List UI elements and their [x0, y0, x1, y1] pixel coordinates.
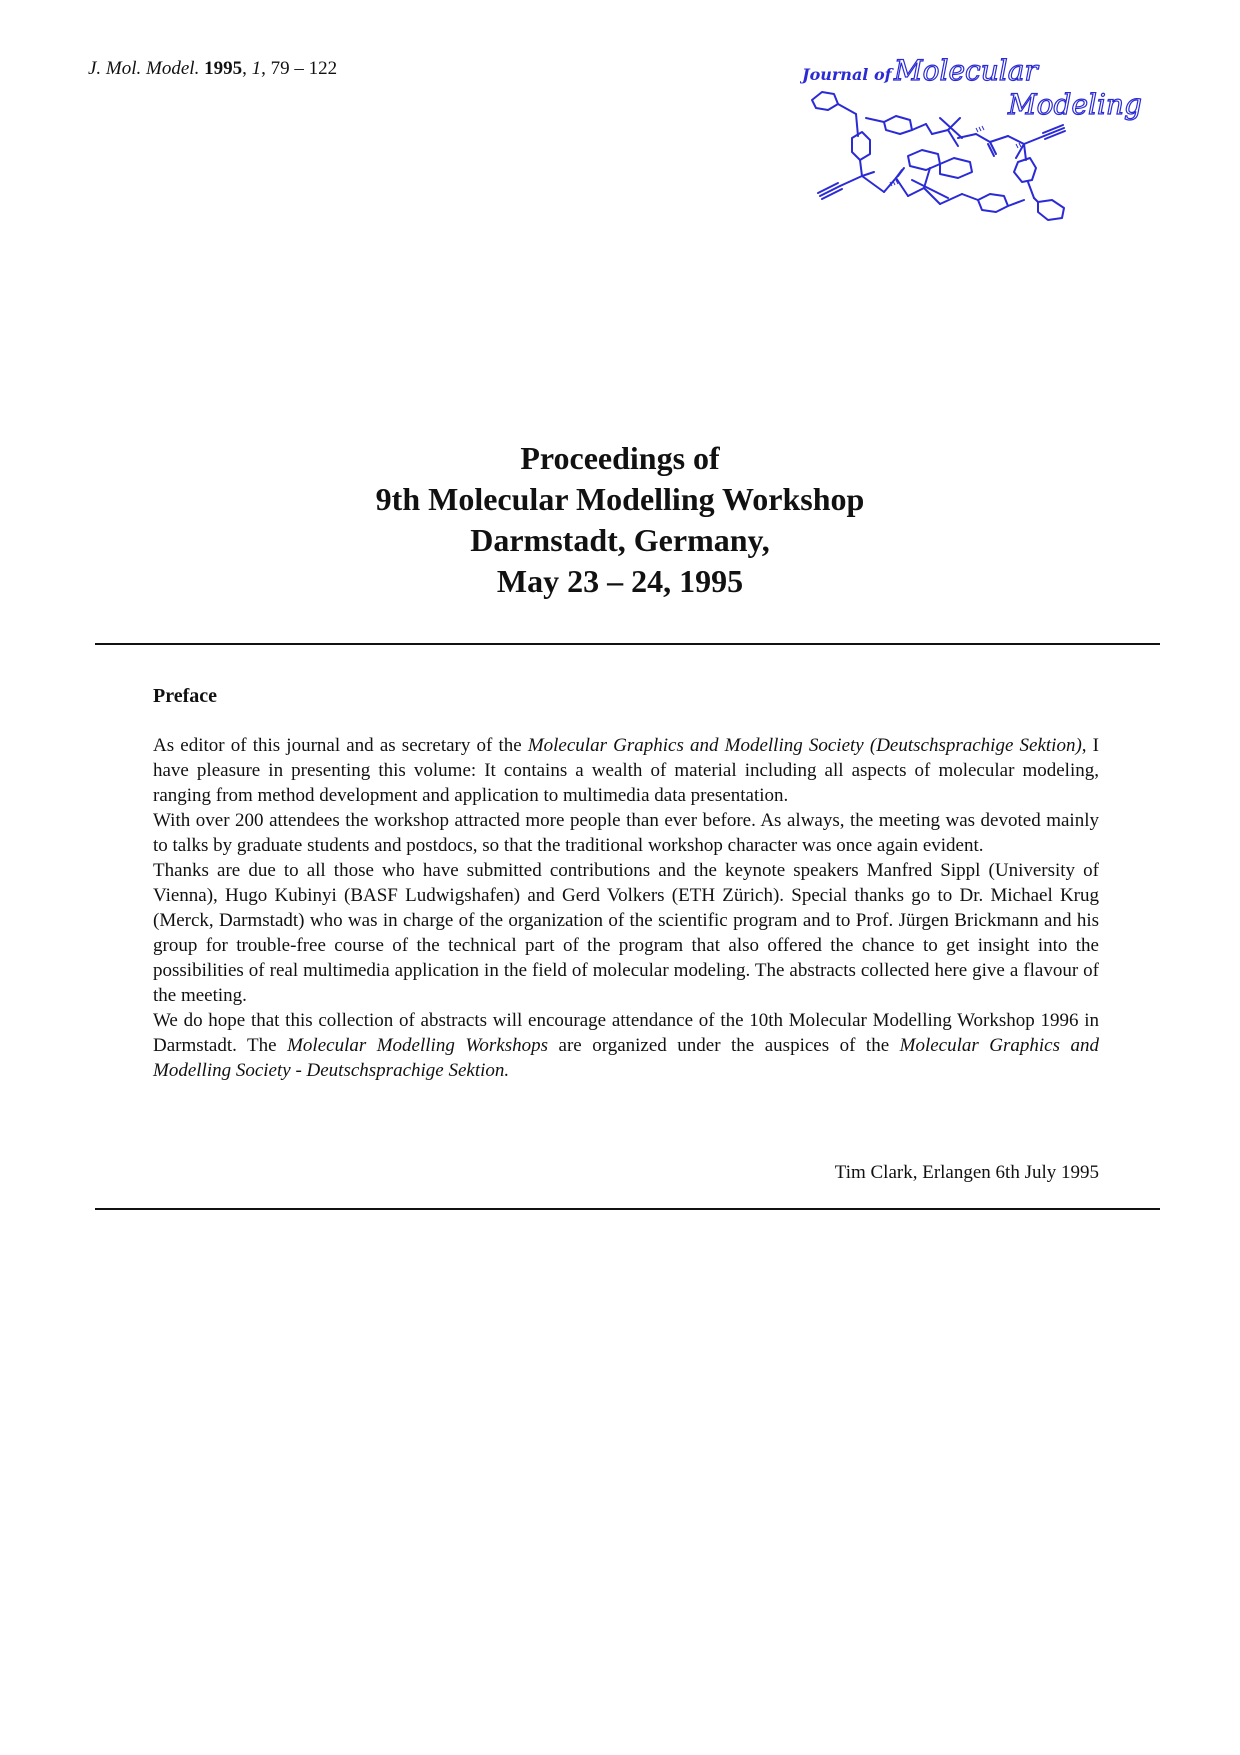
logo-text-molecular: Molecular [894, 58, 1038, 87]
preface-signature: Tim Clark, Erlangen 6th July 1995 [834, 1162, 1099, 1183]
title-line-2: 9th Molecular Modelling Workshop [375, 481, 865, 517]
preface-paragraph-2: With over 200 attendees the workshop attracted more people than ever before. As always, the meeting was devoted mainly to talks by graduate students and postdocs, so that the traditional workshop character was once again evident. [153, 810, 1099, 856]
logo-text-journal-of: Journal of [802, 65, 892, 84]
preface-heading: Preface [153, 685, 218, 707]
preface-paragraph-1 [153, 733, 1099, 808]
p1-text-a: As editor of this journal and as secretary of the [153, 735, 528, 756]
p4-text-b: are organized under the auspices of the [548, 1035, 900, 1056]
title-line-1: Proceedings of [520, 440, 720, 476]
logo-text-modeling: Modeling [1008, 88, 1142, 121]
society-name-2: Molecular Graphics and Modelling Society - Deutschsprachige Sektion. [153, 1035, 1099, 1081]
citation-year: 1995 [204, 58, 243, 79]
preface-body [153, 733, 1099, 1083]
citation-volume: 1 [251, 58, 262, 79]
p4-text-a: We do hope that this collection of abstracts will encourage attendance of the 10th Molecular Modelling Workshop 1996 in Darmstadt. The [153, 1010, 1099, 1056]
title-line-3: Darmstadt, Germany, [470, 522, 770, 558]
title-line-4: May 23 – 24, 1995 [496, 563, 744, 599]
preface-paragraph-4 [153, 1008, 1099, 1083]
society-name: Molecular Graphics and Modelling Society (Deutschsprachige Sektion) [527, 735, 1082, 756]
top-divider [95, 643, 1160, 645]
workshops-name: Molecular Modelling Workshops [287, 1035, 549, 1056]
bottom-divider [95, 1208, 1160, 1210]
proceedings-title [0, 438, 1240, 602]
journal-name: J. Mol. Model. [88, 58, 200, 79]
journal-logo [800, 58, 1165, 254]
journal-citation: J. Mol. Model. 1995, 1, 79 – 122 [88, 58, 338, 79]
preface-paragraph-3: Thanks are due to all those who have submitted contributions and the keynote speakers Manfred Sippl (University of Vienna), Hugo Kubinyi (BASF Ludwigshafen) and Gerd Volkers (ETH Zürich). Special thanks go to Dr. Michael Krug (Merck, Darmstadt) who was in charge of the organization of the scientific program and to Prof. Jürgen Brickmann and his group for trouble-free course of the technical part of the program that also offered the chance to get insight into the possibilities of real multimedia application in the field of molecular modeling. The abstracts collected here give a flavour of the meeting. [153, 860, 1099, 1006]
molecule-logo-graphic [800, 58, 1165, 254]
p1-text-b: , I have pleasure in presenting this volume: It contains a wealth of material including all aspects of molecular modeling, ranging from method development and application to multimedia data presentation. [153, 735, 1100, 806]
citation-pages: 79 – 122 [270, 58, 338, 79]
